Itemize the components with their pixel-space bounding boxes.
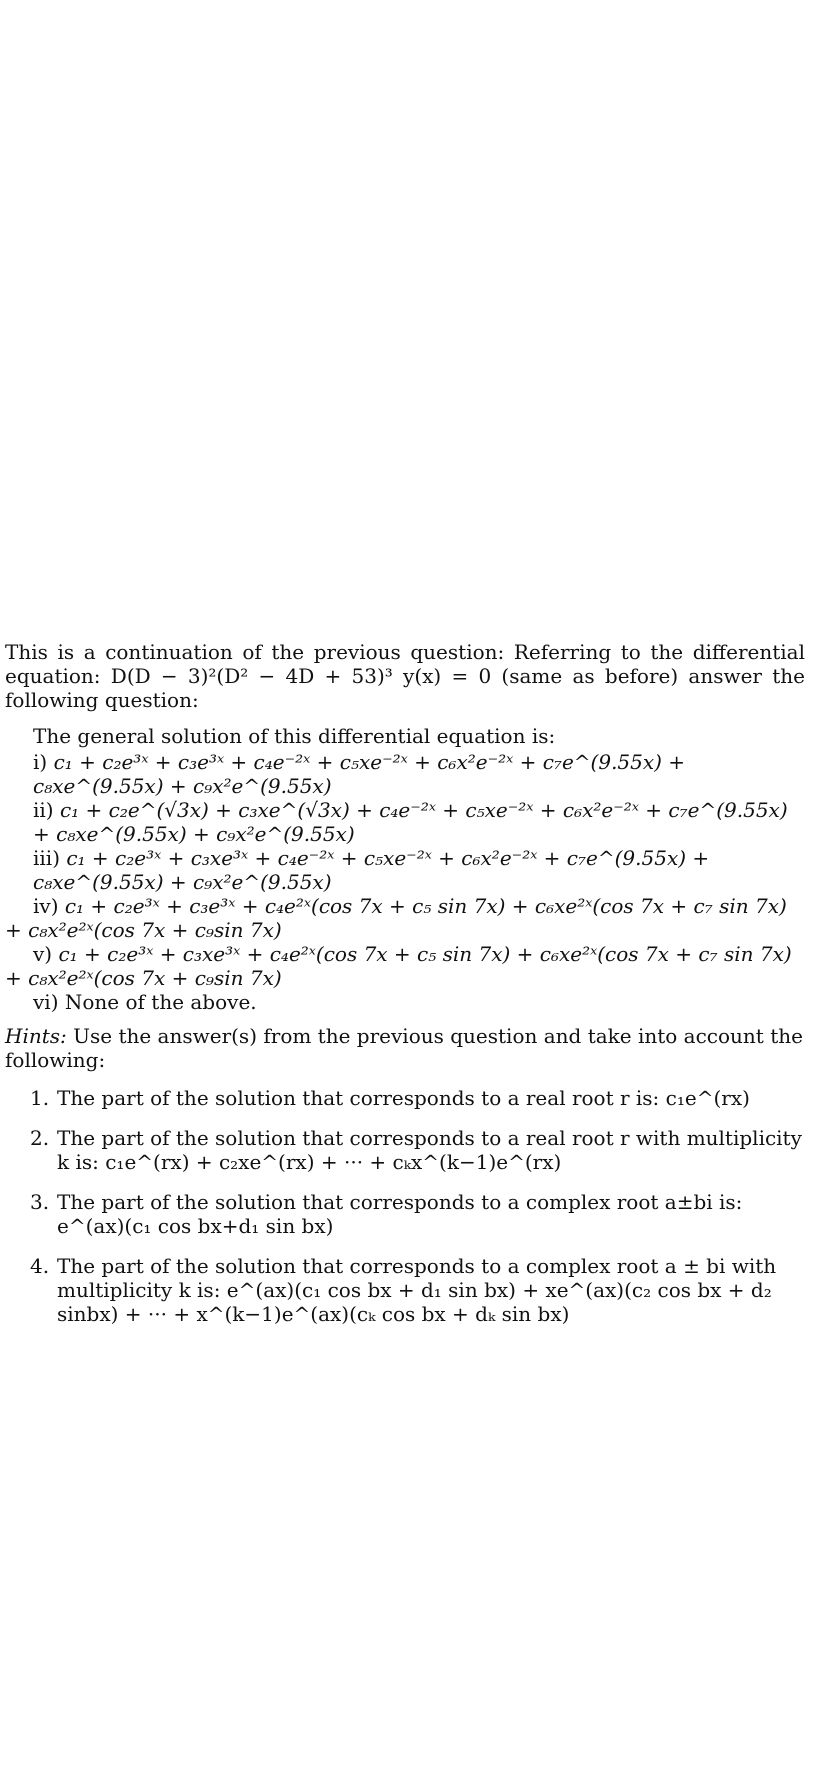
- option-iii: [5, 846, 805, 894]
- hint-text: The part of the solution that corresponds to a complex root a ± bi with multiplicity k is: e^(ax)(c₁ cos bx + d₁ sin bx) + xe^(ax)(c₂ cos bx + d₂ sinbx) + ··· + x^(k−1)e^(ax)(cₖ cos bx + dₖ sin bx): [57, 1254, 777, 1326]
- hint-item: [30, 1190, 805, 1238]
- option-i: [5, 750, 805, 798]
- answer-options: [5, 750, 805, 1014]
- option-label: v): [33, 942, 53, 966]
- question-content: [5, 640, 805, 1342]
- option-v: [5, 942, 805, 990]
- hint-item: [30, 1254, 805, 1326]
- option-expression: c₁ + c₂e³ˣ + c₃e³ˣ + c₄e²ˣ(cos 7x + c₅ sin 7x) + c₆xe²ˣ(cos 7x + c₇ sin 7x) + c₈x²e²ˣ(cos 7x + c₉sin 7x): [5, 894, 787, 942]
- hint-number: 4.: [30, 1254, 50, 1278]
- option-label: iii): [33, 846, 60, 870]
- hint-number: 2.: [30, 1126, 50, 1150]
- question-prompt: The general solution of this differential equation is:: [33, 724, 556, 748]
- option-expression: c₁ + c₂e³ˣ + c₃xe³ˣ + c₄e²ˣ(cos 7x + c₅ sin 7x) + c₆xe²ˣ(cos 7x + c₇ sin 7x) + c₈x²e²ˣ(cos 7x + c₉sin 7x): [5, 942, 792, 990]
- option-iv: [5, 894, 805, 942]
- option-expression: c₁ + c₂e³ˣ + c₃e³ˣ + c₄e⁻²ˣ + c₅xe⁻²ˣ + c₆x²e⁻²ˣ + c₇e^(9.55x) + c₈xe^(9.55x) + c₉x²e^(9.55x): [33, 750, 686, 798]
- hint-text: The part of the solution that corresponds to a real root r with multiplicity k is: c₁e^(rx) + c₂xe^(rx) + ··· + cₖx^(k−1)e^(rx): [57, 1126, 802, 1174]
- option-label: i): [33, 750, 48, 774]
- option-expression: None of the above.: [64, 990, 257, 1014]
- option-vi: [5, 990, 805, 1014]
- option-label: ii): [33, 798, 54, 822]
- option-label: iv): [33, 894, 59, 918]
- hints-text: Use the answer(s) from the previous question and take into account the following:: [5, 1024, 803, 1072]
- option-expression: c₁ + c₂e³ˣ + c₃xe³ˣ + c₄e⁻²ˣ + c₅xe⁻²ˣ + c₆x²e⁻²ˣ + c₇e^(9.55x) + c₈xe^(9.55x) + c₉x²e^(9.55x): [33, 846, 710, 894]
- option-label: vi): [33, 990, 59, 1014]
- hint-number: 3.: [30, 1190, 50, 1214]
- option-ii: [5, 798, 805, 846]
- hint-text: The part of the solution that corresponds to a real root r is: c₁e^(rx): [57, 1086, 750, 1110]
- hint-list: [5, 1086, 805, 1326]
- hints-label: Hints:: [5, 1024, 67, 1048]
- hint-item: [30, 1086, 805, 1110]
- option-expression: c₁ + c₂e^(√3x) + c₃xe^(√3x) + c₄e⁻²ˣ + c₅xe⁻²ˣ + c₆x²e⁻²ˣ + c₇e^(9.55x) + c₈xe^(9.55x) + c₉x²e^(9.55x): [33, 798, 788, 846]
- hint-item: [30, 1126, 805, 1174]
- intro-text: This is a continuation of the previous question: Referring to the differential equation: D(D − 3)²(D² − 4D + 53)³ y(x) = 0 (same as before) answer the following question:: [5, 640, 805, 712]
- hint-number: 1.: [30, 1086, 50, 1110]
- hint-text: The part of the solution that corresponds to a complex root a±bi is: e^(ax)(c₁ cos bx+d₁ sin bx): [57, 1190, 743, 1238]
- hints-intro: [5, 1024, 805, 1072]
